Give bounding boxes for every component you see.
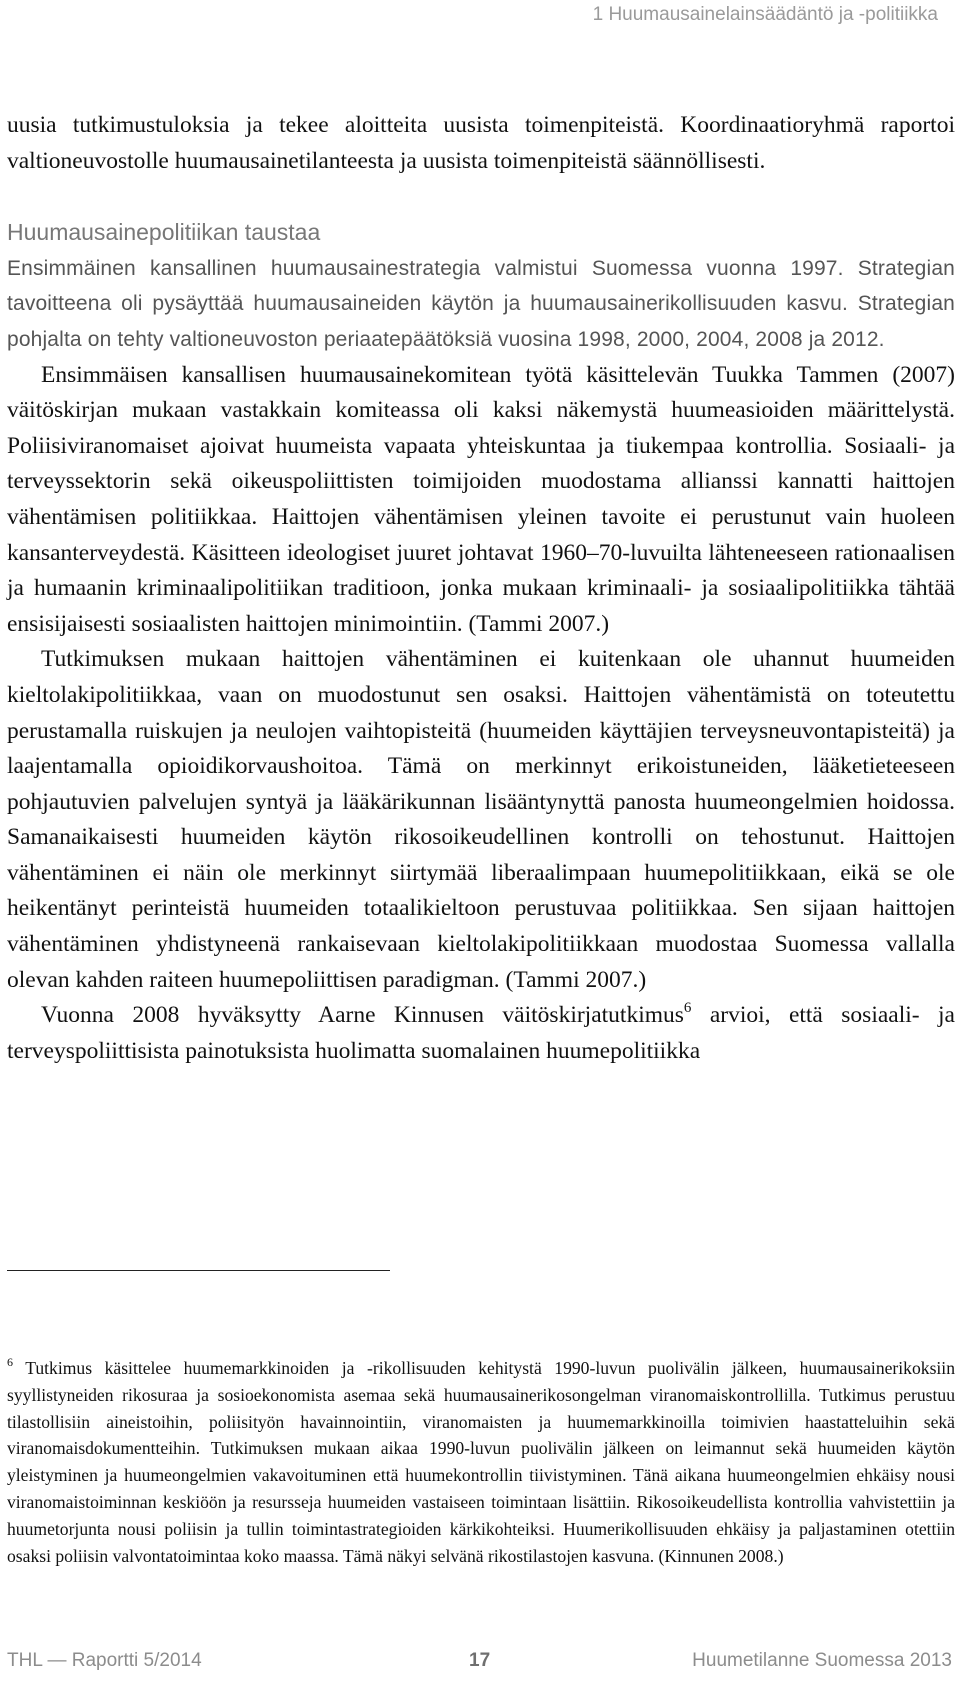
page-number: 17 bbox=[469, 1650, 491, 1671]
section-heading: Huumausainepolitiikan taustaa bbox=[7, 219, 321, 246]
paragraph-continued: uusia tutkimustuloksia ja tekee aloitteita uusista toimenpiteistä. Koordinaatioryhmä raportoi valtioneuvostolle huumausainetilanteesta ja uusista toimenpiteistä säännöllisesti. bbox=[7, 112, 955, 174]
footnote bbox=[7, 1355, 955, 1569]
paragraph-committee: Ensimmäisen kansallisen huumausainekomitean työtä käsittelevän Tuukka Tammen (2007) väitöskirjan mukaan vastakkain komiteassa oli kaksi näkemystä huumeasioiden määrittelystä. Poliisiviranomaiset ajoivat huumeista vapaata yhteiskuntaa ja tiukempaa kontrollia. Sosiaali- ja terveyssektorin sekä oikeuspoliittisten toimijoiden muodostama allianssi kannatti haittojen vähentämisen politiikkaa. Haittojen vähentämisen yleinen tavoite ei perustunut vain huoleen kansanterveydestä. Käsitteen ideologiset juuret johtavat 1960–70-luvuilta lähteneeseen rationaalisen ja humaanin kriminaalipolitiikan traditioon, jonka mukaan kriminaali- ja sosiaalipolitiikka tähtää ensisijaisesti sosiaalisten haittojen minimointiin. (Tammi 2007.) bbox=[7, 361, 955, 637]
paragraph-kinnunen bbox=[7, 998, 955, 1069]
footnote-divider bbox=[7, 1270, 390, 1271]
page-footer bbox=[7, 1650, 952, 1678]
page-body bbox=[7, 108, 955, 1069]
paragraph-harm-reduction: Tutkimuksen mukaan haittojen vähentäminen ei kuitenkaan ole uhannut huumeiden kieltolakipolitiikkaa, vaan on muodostunut sen osaksi. Haittojen vähentämistä on toteutettu perustamalla ruiskujen ja neulojen vaihtopisteitä (huumeiden käyttäjien terveysneuvontapisteitä) ja laajentamalla opioidikorvaushoitoa. Tämä on merkinnyt erikoistuneiden, lääketieteeseen pohjautuvien palvelujen syntyä ja lääkärikunnan lisääntynyttä panosta huumeongelmien hoidossa. Samanaikaisesti huumeiden käytön rikosoikeudellinen kontrolli on tehostunut. Haittojen vähentäminen ei näin ole merkinnyt siirtymää liberaalimpaan huumepolitiikkaan, eikä se ole heikentänyt perinteistä huumeiden totaalikieltoon perustuvaa politiikkaa. Sen sijaan haittojen vähentäminen yhdistyneenä rankaisevaan kieltolakipolitiikkaan muodostaa Suomessa vallalla olevan kahden raiteen huumepoliittisen paradigman. (Tammi 2007.) bbox=[7, 646, 955, 993]
footnote-text: Tutkimus käsittelee huumemarkkinoiden ja -rikollisuuden kehitystä 1990-luvun puolivälin jälkeen, huumausainerikoksiin syyllistyneiden rikosuraa ja sosioekonomista asemaa sekä huumausainerikosongelman viranomaiskontrollilla. Tutkimus perustuu tilastollisiin aineistoihin, poliisityön havainnointiin, viranomaisten ja huumemarkkinoilla toimivien haastatteluihin sekä viranomaisdokumentteihin. Tutkimuksen mukaan aikaa 1990-luvun puolivälin jälkeen on leimannut sekä huumeiden käytön yleistyminen ja huumeongelmien vakavoituminen että huumekontrollin tiivistyminen. Tänä aikana huumeongelmien ehkäisy nousi viranomaistoiminnan keskiöön ja resursseja huumeiden vastaiseen toimintaan lisättiin. Rikosoikeudellista kontrollia vahvistettiin ja huumetorjunta nousi poliisin ja tullin toimintastrategioiden kärkikohteiksi. Huumerikollisuuden ehkäisy ja paljastaminen otettiin osaksi poliisin valvontatoimintaa koko maassa. Tämä näkyi selvänä rikostilastojen kasvuna. (Kinnunen 2008.) bbox=[7, 1358, 955, 1566]
running-header: 1 Huumausainelainsäädäntö ja -politiikka bbox=[592, 4, 938, 25]
paragraph-kinnunen-text-start: Vuonna 2008 hyväksytty Aarne Kinnusen väitöskirjatutkimus bbox=[41, 1002, 684, 1029]
footer-publication-title: Huumetilanne Suomessa 2013 bbox=[692, 1650, 952, 1671]
paragraph-strategy: Ensimmäinen kansallinen huumausainestrategia valmistui Suomessa vuonna 1997. Strategian tavoitteena oli pysäyttää huumausaineiden käytön ja huumausainerikollisuuden kasvu. Strategian pohjalta on tehty valtioneuvoston periaatepäätöksiä vuosina 1998, 2000, 2004, 2008 ja 2012. bbox=[7, 256, 955, 351]
footer-report-name: THL — Raportti 5/2014 bbox=[7, 1650, 202, 1671]
footnote-reference[interactable]: 6 bbox=[683, 1000, 692, 1017]
footnote-number: 6 bbox=[7, 1355, 13, 1369]
paragraph-kinnunen-text-end: arvioi, että sosiaali- ja terveyspoliittisista painotuksista huolimatta suomalainen huumepolitiikka bbox=[7, 1002, 955, 1064]
